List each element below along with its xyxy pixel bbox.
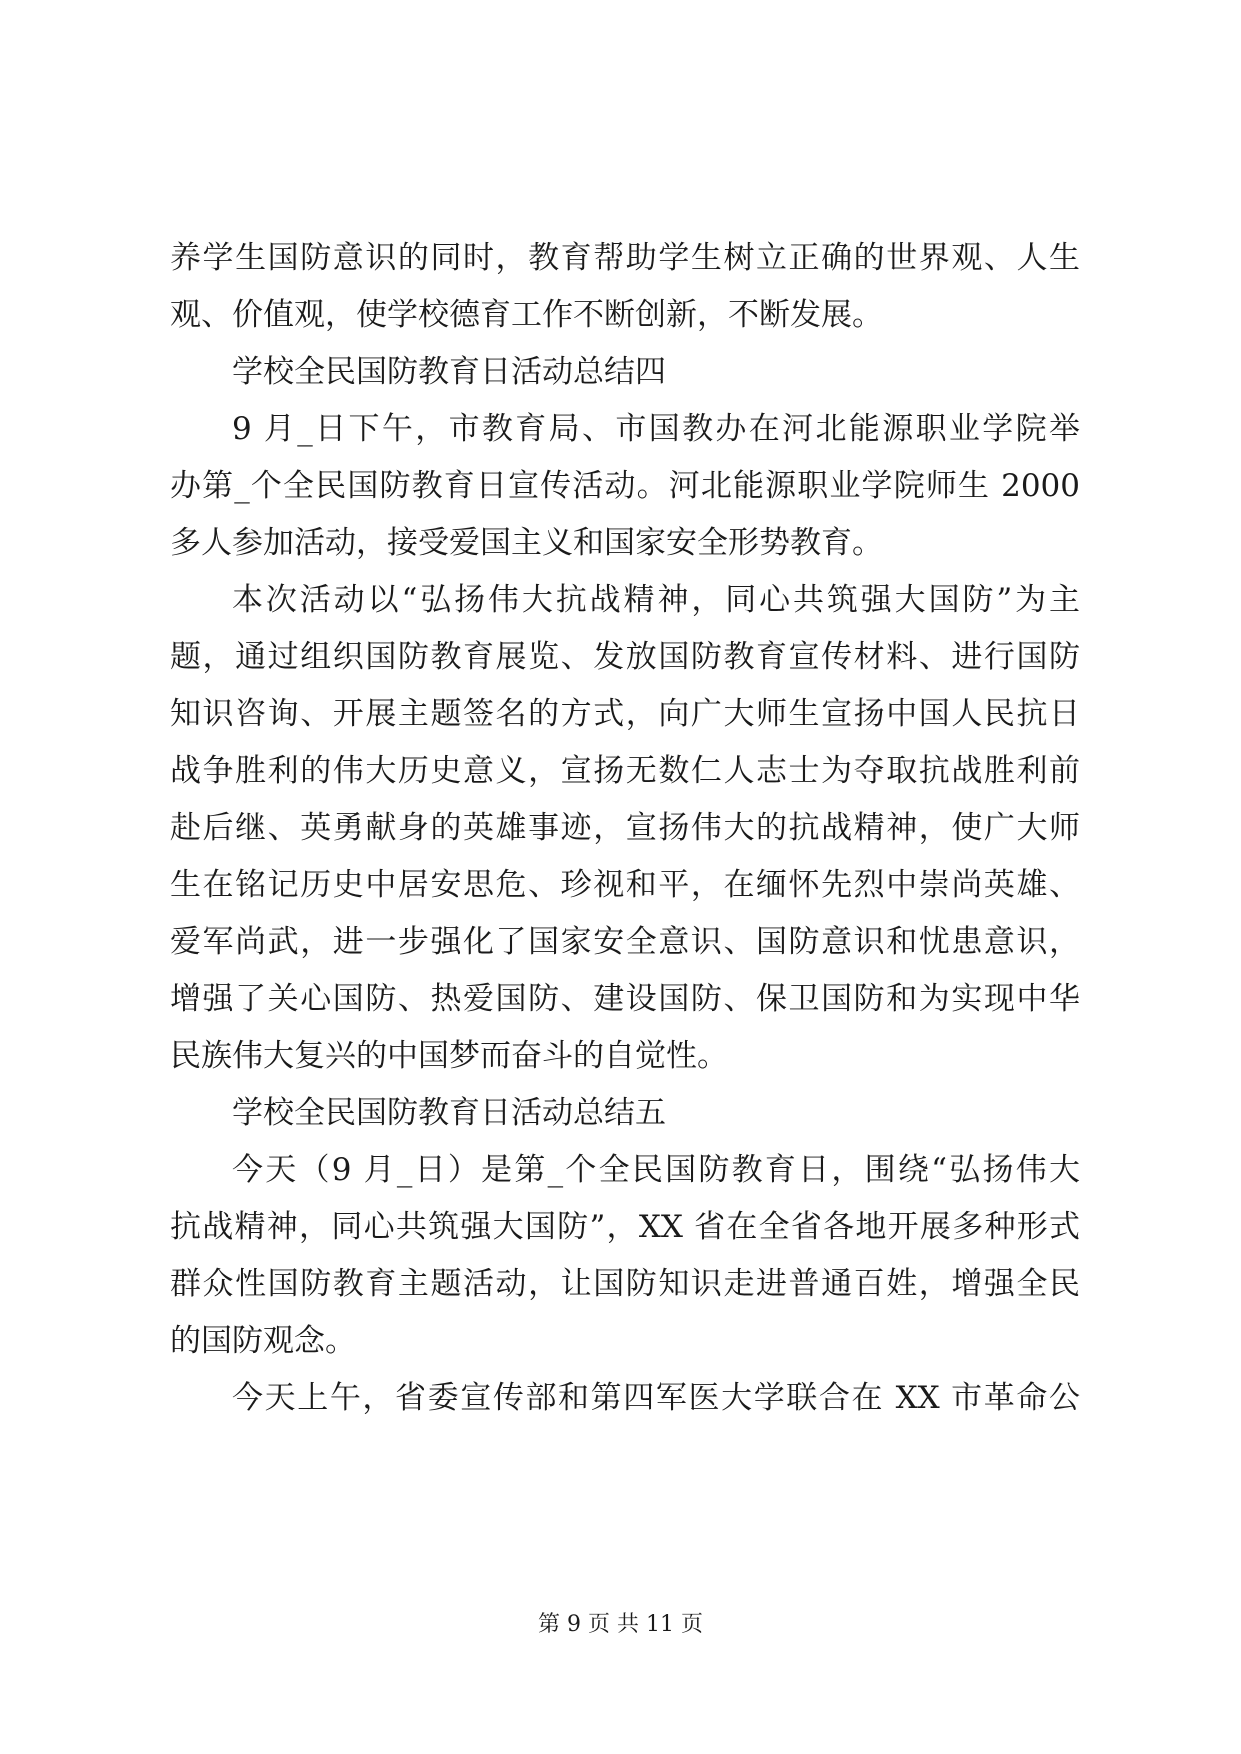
text-line: 爱军尚武，进一步强化了国家安全意识、国防意识和忧患意识， xyxy=(170,924,1080,960)
paragraph xyxy=(170,230,1080,344)
text-line: 观、价值观，使学校德育工作不断创新，不断发展。 xyxy=(170,297,883,333)
text-line: 9 月_日下午，市教育局、市国教办在河北能源职业学院举 xyxy=(232,411,1080,447)
text-line: 本次活动以“弘扬伟大抗战精神，同心共筑强大国防”为主 xyxy=(232,582,1080,618)
text-line: 多人参加活动，接受爱国主义和国家安全形势教育。 xyxy=(170,525,883,561)
text-line: 今天上午，省委宣传部和第四军医大学联合在 XX 市革命公 xyxy=(232,1380,1080,1416)
text-line: 民族伟大复兴的中国梦而奋斗的自觉性。 xyxy=(170,1038,728,1074)
paragraph xyxy=(170,1142,1080,1370)
text-line: 知识咨询、开展主题签名的方式，向广大师生宣扬中国人民抗日 xyxy=(170,696,1080,732)
heading-text: 学校全民国防教育日活动总结五 xyxy=(232,1095,666,1131)
text-line: 群众性国防教育主题活动，让国防知识走进普通百姓，增强全民 xyxy=(170,1266,1080,1302)
paragraph xyxy=(170,572,1080,1085)
text-line: 的国防观念。 xyxy=(170,1323,356,1359)
text-line: 今天（9 月_日）是第_个全民国防教育日，围绕“弘扬伟大 xyxy=(232,1152,1080,1188)
paragraph xyxy=(170,401,1080,572)
text-line: 养学生国防意识的同时，教育帮助学生树立正确的世界观、人生 xyxy=(170,240,1080,276)
text-line: 生在铭记历史中居安思危、珍视和平，在缅怀先烈中崇尚英雄、 xyxy=(170,867,1080,903)
section-heading xyxy=(170,344,1080,401)
text-line: 战争胜利的伟大历史意义，宣扬无数仁人志士为夺取抗战胜利前 xyxy=(170,753,1080,789)
section-heading xyxy=(170,1085,1080,1142)
page-number: 第 9 页 共 11 页 xyxy=(538,1612,703,1637)
document-body xyxy=(170,230,1080,1427)
text-line: 赴后继、英勇献身的英雄事迹，宣扬伟大的抗战精神，使广大师 xyxy=(170,810,1080,846)
paragraph xyxy=(170,1370,1080,1427)
text-line: 办第_个全民国防教育日宣传活动。河北能源职业学院师生 2000 xyxy=(170,468,1080,504)
text-line: 抗战精神，同心共筑强大国防”，XX 省在全省各地开展多种形式 xyxy=(170,1209,1080,1245)
text-line: 题，通过组织国防教育展览、发放国防教育宣传材料、进行国防 xyxy=(170,639,1080,675)
text-line: 增强了关心国防、热爱国防、建设国防、保卫国防和为实现中华 xyxy=(170,981,1080,1017)
page-footer xyxy=(0,1610,1241,1640)
heading-text: 学校全民国防教育日活动总结四 xyxy=(232,354,666,390)
